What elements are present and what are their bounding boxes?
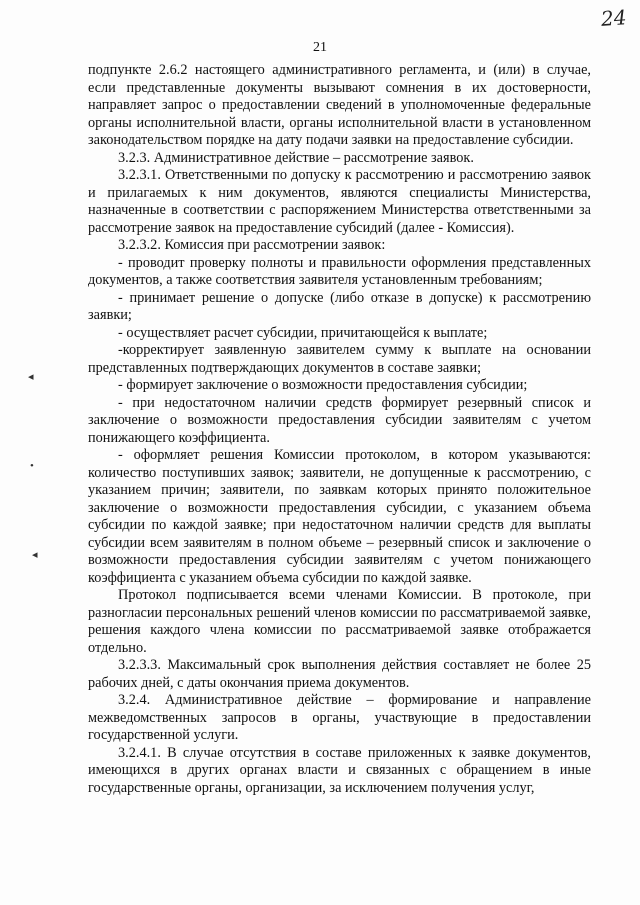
paragraph: 3.2.4. Административное действие – формирование и направление межведомственных запросов в органы, участвующие в предоставлении государственной услуги. bbox=[88, 692, 591, 743]
page-number: 21 bbox=[313, 40, 327, 55]
paragraph: 3.2.3.3. Максимальный срок выполнения действия составляет не более 25 рабочих дней, с даты окончания приема документов. bbox=[88, 657, 591, 691]
list-item: - принимает решение о допуске (либо отказе в допуске) к рассмотрению заявки; bbox=[88, 289, 591, 323]
list-item: - осуществляет расчет субсидии, причитающейся к выплате; bbox=[118, 324, 488, 341]
list-item: - оформляет решения Комиссии протоколом, в котором указываются: количество поступивших заявок; заявители, не допущенные к рассмотрению, с указанием причин; заявители, по заявкам которых принято положительное заключение о возможности предоставления субсидии, с указанием объема субсидии по каждой заявке; при недостаточном наличии средств для выплаты субсидии всем заявителям в полном объеме – резервный список и заключение о возможности предоставления субсидии заявителям с учетом понижающего коэффициента с указанием объема субсидии по каждой заявке. bbox=[88, 447, 591, 586]
paragraph: 3.2.3.1. Ответственными по допуску к рассмотрению и рассмотрению заявок и прилагаемых к ним документов, являются специалисты Министерства, назначенные в соответствии с распоряжением Министерства ответственными за рассмотрение заявок на предоставление субсидий (далее - Комиссия). bbox=[88, 167, 591, 236]
document-body bbox=[88, 62, 591, 797]
paragraph: 3.2.3.2. Комиссия при рассмотрении заявок: bbox=[118, 237, 386, 253]
handwritten-page-number: 24 bbox=[599, 5, 627, 31]
paragraph: подпункте 2.6.2 настоящего административного регламента, и (или) в случае, если представленные документы вызывают сомнения в их достоверности, направляет запрос о предоставлении сведений в уполномоченные федеральные органы исполнительной власти, органы исполнительной власти в установленном законодательством порядке на дату подачи заявки на предоставление субсидии. bbox=[88, 62, 591, 148]
margin-mark: ◂ bbox=[28, 371, 34, 383]
list-item: - формирует заключение о возможности предоставления субсидии; bbox=[118, 377, 528, 393]
list-item: - при недостаточном наличии средств формирует резервный список и заключение о возможности предоставления субсидии заявителям с учетом понижающего коэффициента. bbox=[88, 394, 591, 446]
margin-mark: • bbox=[30, 460, 34, 472]
list-item: - проводит проверку полноты и правильности оформления представленных документов, а также соответствия заявителя установленным требованиям; bbox=[88, 254, 591, 288]
paragraph: 3.2.4.1. В случае отсутствия в составе приложенных к заявке документов, имеющихся в других органах власти и связанных с обращением в иные государственные органы, организации, за исключением получения услуг, bbox=[88, 744, 591, 796]
margin-mark: ◂ bbox=[32, 549, 38, 561]
paragraph: Протокол подписывается всеми членами Комиссии. В протоколе, при разногласии персональных решений членов комиссии по рассматриваемой заявке, решения каждого члена комиссии по рассматриваемой заявке отображается отдельно. bbox=[88, 587, 591, 656]
paragraph: 3.2.3. Административное действие – рассмотрение заявок. bbox=[118, 149, 474, 166]
list-item: -корректирует заявленную заявителем сумму к выплате на основании представленных подтверждающих документов в составе заявки; bbox=[88, 342, 591, 376]
